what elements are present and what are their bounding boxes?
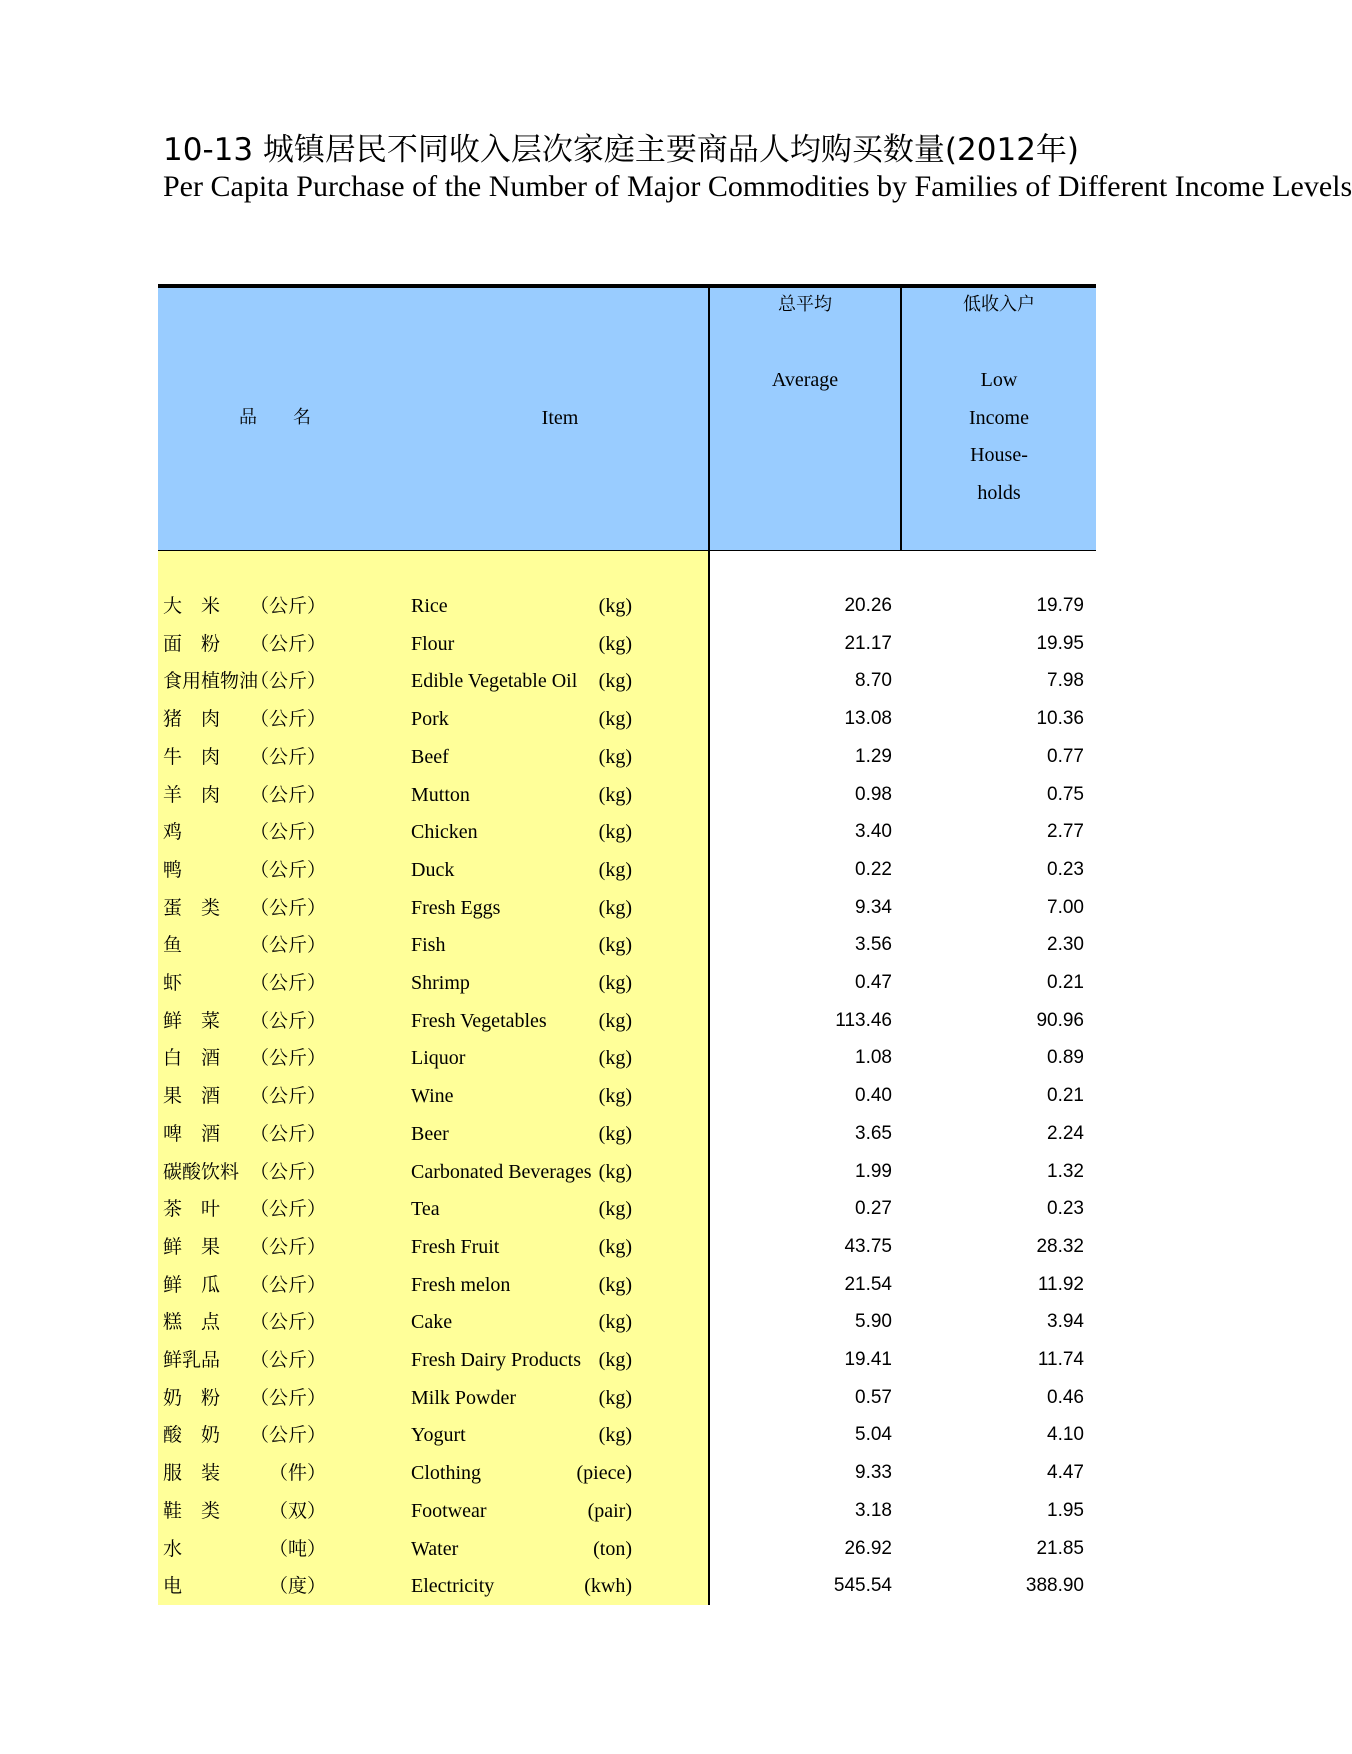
unit-en: (pair) [587, 1499, 632, 1522]
item-name-en: Mutton [411, 783, 470, 806]
item-name-en: Carbonated Beverages [411, 1160, 592, 1183]
unit-cn: （公斤） [249, 1009, 326, 1032]
table-row [0, 1266, 1096, 1304]
unit-cn: （公斤） [249, 708, 326, 731]
header-low-en-line-2: Income [969, 407, 1029, 429]
unit-cn: （公斤） [249, 896, 326, 919]
item-name-cn: 食用植物油 [163, 670, 259, 693]
item-name-en: Milk Powder [411, 1386, 516, 1409]
item-name-en: Electricity [411, 1575, 495, 1598]
value-average: 3.18 [855, 1499, 892, 1521]
value-average: 21.54 [844, 1273, 892, 1295]
unit-en: (kg) [598, 858, 632, 881]
value-average: 13.08 [844, 708, 892, 730]
value-average: 0.40 [855, 1085, 892, 1107]
unit-en: (kg) [598, 783, 632, 806]
item-name-en: Tea [411, 1198, 440, 1221]
unit-cn: （公斤） [249, 1386, 326, 1409]
item-name-cn: 虾 [163, 972, 183, 994]
unit-en: (kg) [598, 1424, 632, 1447]
unit-en: (kwh) [584, 1575, 632, 1598]
unit-en: (kg) [598, 632, 632, 655]
unit-en: (kg) [598, 595, 632, 617]
unit-cn: （公斤） [249, 595, 326, 617]
item-name-en: Flour [411, 632, 455, 655]
item-name-cn: 电 [163, 1575, 183, 1598]
value-low-income: 4.10 [1047, 1424, 1084, 1446]
item-name-cn: 羊 肉 [163, 783, 221, 806]
unit-en: (kg) [598, 1122, 632, 1145]
value-average: 19.41 [844, 1349, 892, 1370]
value-low-income: 11.92 [1037, 1273, 1084, 1295]
item-name-cn: 鲜 菜 [163, 1009, 221, 1032]
item-name-cn: 大 米 [163, 595, 221, 617]
table-row [0, 926, 1096, 964]
table-row [0, 776, 1096, 814]
unit-cn: （公斤） [249, 1424, 326, 1447]
unit-cn: （双） [268, 1499, 326, 1522]
unit-en: (kg) [598, 1386, 632, 1409]
table-row [0, 738, 1096, 776]
unit-cn: （公斤） [249, 670, 326, 693]
item-name-en: Footwear [411, 1499, 487, 1522]
item-name-cn: 鸡 [163, 821, 183, 844]
item-name-cn: 啤 酒 [163, 1122, 221, 1145]
value-low-income: 7.00 [1047, 896, 1084, 918]
unit-en: (kg) [598, 934, 632, 957]
table-row [0, 1115, 1096, 1153]
unit-cn: （度） [268, 1575, 326, 1598]
value-average: 9.33 [855, 1462, 892, 1484]
value-low-income: 2.24 [1047, 1122, 1084, 1144]
value-average: 0.57 [855, 1386, 892, 1408]
unit-cn: （公斤） [249, 1122, 326, 1145]
header-low-cn: 低收入户 [963, 294, 1035, 315]
value-average: 1.99 [855, 1160, 892, 1182]
unit-en: (kg) [598, 745, 632, 768]
value-average: 0.47 [855, 972, 892, 993]
table-row [0, 625, 1096, 663]
item-name-en: Rice [411, 595, 448, 617]
table-row [0, 662, 1096, 700]
unit-en: (kg) [598, 1198, 632, 1221]
value-low-income: 3.94 [1047, 1311, 1084, 1333]
unit-en: (kg) [598, 1273, 632, 1296]
unit-en: (kg) [598, 821, 632, 844]
table-row [0, 1303, 1096, 1341]
item-name-en: Fresh Eggs [411, 896, 501, 919]
value-low-income: 0.77 [1047, 745, 1084, 767]
table-title-en: Per Capita Purchase of the Number of Major Commodities by Families of Different Income Levels [163, 170, 1352, 203]
value-average: 3.56 [855, 934, 892, 956]
unit-cn: （公斤） [249, 1198, 326, 1221]
item-name-en: Liquor [411, 1047, 466, 1070]
item-name-cn: 面 粉 [163, 632, 221, 655]
unit-cn: （公斤） [249, 632, 326, 655]
value-low-income: 0.23 [1047, 858, 1084, 880]
unit-cn: （公斤） [249, 972, 326, 994]
table-row [0, 1039, 1096, 1077]
unit-cn: （公斤） [249, 1273, 326, 1296]
item-name-cn: 鲜 瓜 [163, 1273, 221, 1296]
unit-cn: （吨） [268, 1537, 326, 1560]
table-row [0, 1077, 1096, 1115]
table-row [0, 1228, 1096, 1266]
value-average: 1.29 [855, 745, 892, 767]
value-low-income: 10.36 [1036, 708, 1084, 730]
item-name-en: Beef [411, 745, 449, 768]
value-low-income: 0.89 [1047, 1047, 1084, 1069]
value-low-income: 1.32 [1047, 1160, 1084, 1182]
table-row [0, 587, 1096, 625]
item-name-cn: 鲜乳品 [163, 1349, 221, 1371]
item-name-cn: 碳酸饮料 [163, 1160, 240, 1183]
unit-en: (kg) [598, 670, 632, 693]
unit-en: (kg) [598, 1085, 632, 1108]
table-title-cn: 10-13 城镇居民不同收入层次家庭主要商品人均购买数量(2012年) [163, 132, 1080, 168]
item-name-cn: 鞋 类 [163, 1499, 221, 1522]
unit-cn: （公斤） [249, 745, 326, 768]
value-average: 5.90 [855, 1311, 892, 1333]
value-low-income: 11.74 [1037, 1349, 1084, 1370]
value-low-income: 7.98 [1047, 670, 1084, 692]
table-row [0, 1567, 1096, 1605]
item-name-en: Cake [411, 1311, 453, 1334]
item-name-cn: 鸭 [163, 858, 183, 881]
item-name-en: Beer [411, 1122, 449, 1145]
unit-cn: （件） [268, 1462, 326, 1485]
header-low-en-line-4: holds [977, 482, 1021, 504]
unit-en: (ton) [593, 1537, 632, 1560]
unit-cn: （公斤） [249, 1235, 326, 1258]
unit-en: (kg) [598, 1349, 632, 1371]
value-low-income: 0.46 [1047, 1386, 1084, 1408]
value-low-income: 388.90 [1025, 1575, 1084, 1597]
value-low-income: 1.95 [1047, 1499, 1084, 1521]
value-average: 20.26 [844, 595, 892, 616]
item-name-cn: 白 酒 [163, 1047, 221, 1070]
item-name-en: Edible Vegetable Oil [411, 670, 578, 693]
value-low-income: 21.85 [1036, 1537, 1084, 1559]
table-row [0, 1190, 1096, 1228]
item-name-cn: 蛋 类 [163, 896, 221, 919]
item-name-en: Yogurt [411, 1424, 466, 1447]
value-average: 1.08 [855, 1047, 892, 1069]
value-average: 3.65 [855, 1122, 892, 1144]
value-low-income: 0.75 [1047, 783, 1084, 805]
value-average: 43.75 [844, 1235, 892, 1257]
unit-cn: （公斤） [249, 1160, 326, 1183]
value-average: 5.04 [855, 1424, 892, 1446]
item-name-cn: 猪 肉 [163, 708, 221, 731]
value-low-income: 2.77 [1047, 821, 1084, 843]
header-average-cn: 总平均 [778, 294, 832, 315]
value-average: 545.54 [833, 1575, 892, 1597]
value-average: 0.98 [855, 783, 892, 805]
table-row [0, 1002, 1096, 1040]
unit-en: (kg) [598, 1047, 632, 1070]
unit-cn: （公斤） [249, 783, 326, 806]
header-low-en-line-1: Low [980, 369, 1018, 391]
table-row [0, 1492, 1096, 1530]
unit-cn: （公斤） [249, 1349, 326, 1371]
value-low-income: 0.21 [1047, 1085, 1084, 1107]
unit-en: (kg) [598, 1009, 632, 1032]
unit-cn: （公斤） [249, 1047, 326, 1070]
item-name-cn: 糕 点 [163, 1311, 221, 1334]
value-average: 0.22 [855, 858, 892, 880]
unit-en: (kg) [598, 1311, 632, 1334]
item-name-en: Pork [411, 708, 449, 731]
item-name-cn: 服 装 [163, 1462, 221, 1485]
value-low-income: 28.32 [1036, 1235, 1084, 1257]
unit-cn: （公斤） [249, 934, 326, 957]
item-name-cn: 酸 奶 [163, 1424, 221, 1447]
item-name-en: Fresh Dairy Products [411, 1349, 581, 1371]
value-average: 26.92 [844, 1537, 892, 1559]
item-name-cn: 果 酒 [163, 1085, 221, 1108]
header-average-en: Average [771, 369, 839, 391]
item-name-cn: 茶 叶 [163, 1198, 221, 1221]
item-name-en: Fresh Vegetables [411, 1009, 547, 1032]
value-average: 8.70 [855, 670, 892, 692]
table-row [0, 1416, 1096, 1454]
value-low-income: 0.23 [1047, 1198, 1084, 1220]
value-average: 0.27 [855, 1198, 892, 1220]
value-average: 3.40 [855, 821, 892, 843]
header-item-en: Item [541, 407, 579, 429]
value-average: 113.46 [835, 1009, 892, 1031]
item-name-cn: 奶 粉 [163, 1386, 221, 1409]
item-name-en: Duck [411, 858, 455, 881]
value-average: 9.34 [855, 896, 892, 918]
unit-cn: （公斤） [249, 1311, 326, 1334]
value-low-income: 19.79 [1036, 595, 1084, 616]
table-row [0, 1379, 1096, 1417]
unit-en: (piece) [576, 1462, 632, 1485]
table-row [0, 1530, 1096, 1568]
item-name-cn: 牛 肉 [163, 745, 221, 768]
value-low-income: 4.47 [1047, 1462, 1084, 1484]
table-row [0, 964, 1096, 1002]
table-row [0, 813, 1096, 851]
item-name-en: Water [411, 1537, 459, 1560]
unit-en: (kg) [598, 896, 632, 919]
item-name-cn: 水 [163, 1537, 183, 1560]
value-average: 21.17 [844, 632, 892, 654]
value-low-income: 19.95 [1036, 632, 1084, 654]
unit-en: (kg) [598, 1160, 632, 1183]
item-name-en: Wine [411, 1085, 454, 1108]
value-low-income: 0.21 [1047, 972, 1084, 993]
item-name-en: Fresh melon [411, 1273, 511, 1296]
item-name-en: Fish [411, 934, 446, 957]
unit-cn: （公斤） [249, 1085, 326, 1108]
item-name-en: Shrimp [411, 972, 470, 994]
table-row [0, 1153, 1096, 1191]
table-row [0, 700, 1096, 738]
value-low-income: 90.96 [1036, 1009, 1084, 1031]
value-low-income: 2.30 [1047, 934, 1084, 956]
unit-cn: （公斤） [249, 858, 326, 881]
unit-en: (kg) [598, 972, 632, 994]
item-name-en: Chicken [411, 821, 478, 844]
header-low-en-line-3: House- [970, 444, 1028, 466]
item-name-en: Fresh Fruit [411, 1235, 500, 1258]
table-row [0, 851, 1096, 889]
unit-en: (kg) [598, 708, 632, 731]
table-row [0, 1454, 1096, 1492]
unit-en: (kg) [598, 1235, 632, 1258]
item-name-cn: 鱼 [163, 934, 183, 957]
item-name-en: Clothing [411, 1462, 482, 1485]
unit-cn: （公斤） [249, 821, 326, 844]
header-item-cn: 品 名 [239, 407, 311, 428]
item-name-cn: 鲜 果 [163, 1235, 221, 1258]
table-row [0, 1341, 1096, 1379]
table-row [0, 889, 1096, 927]
